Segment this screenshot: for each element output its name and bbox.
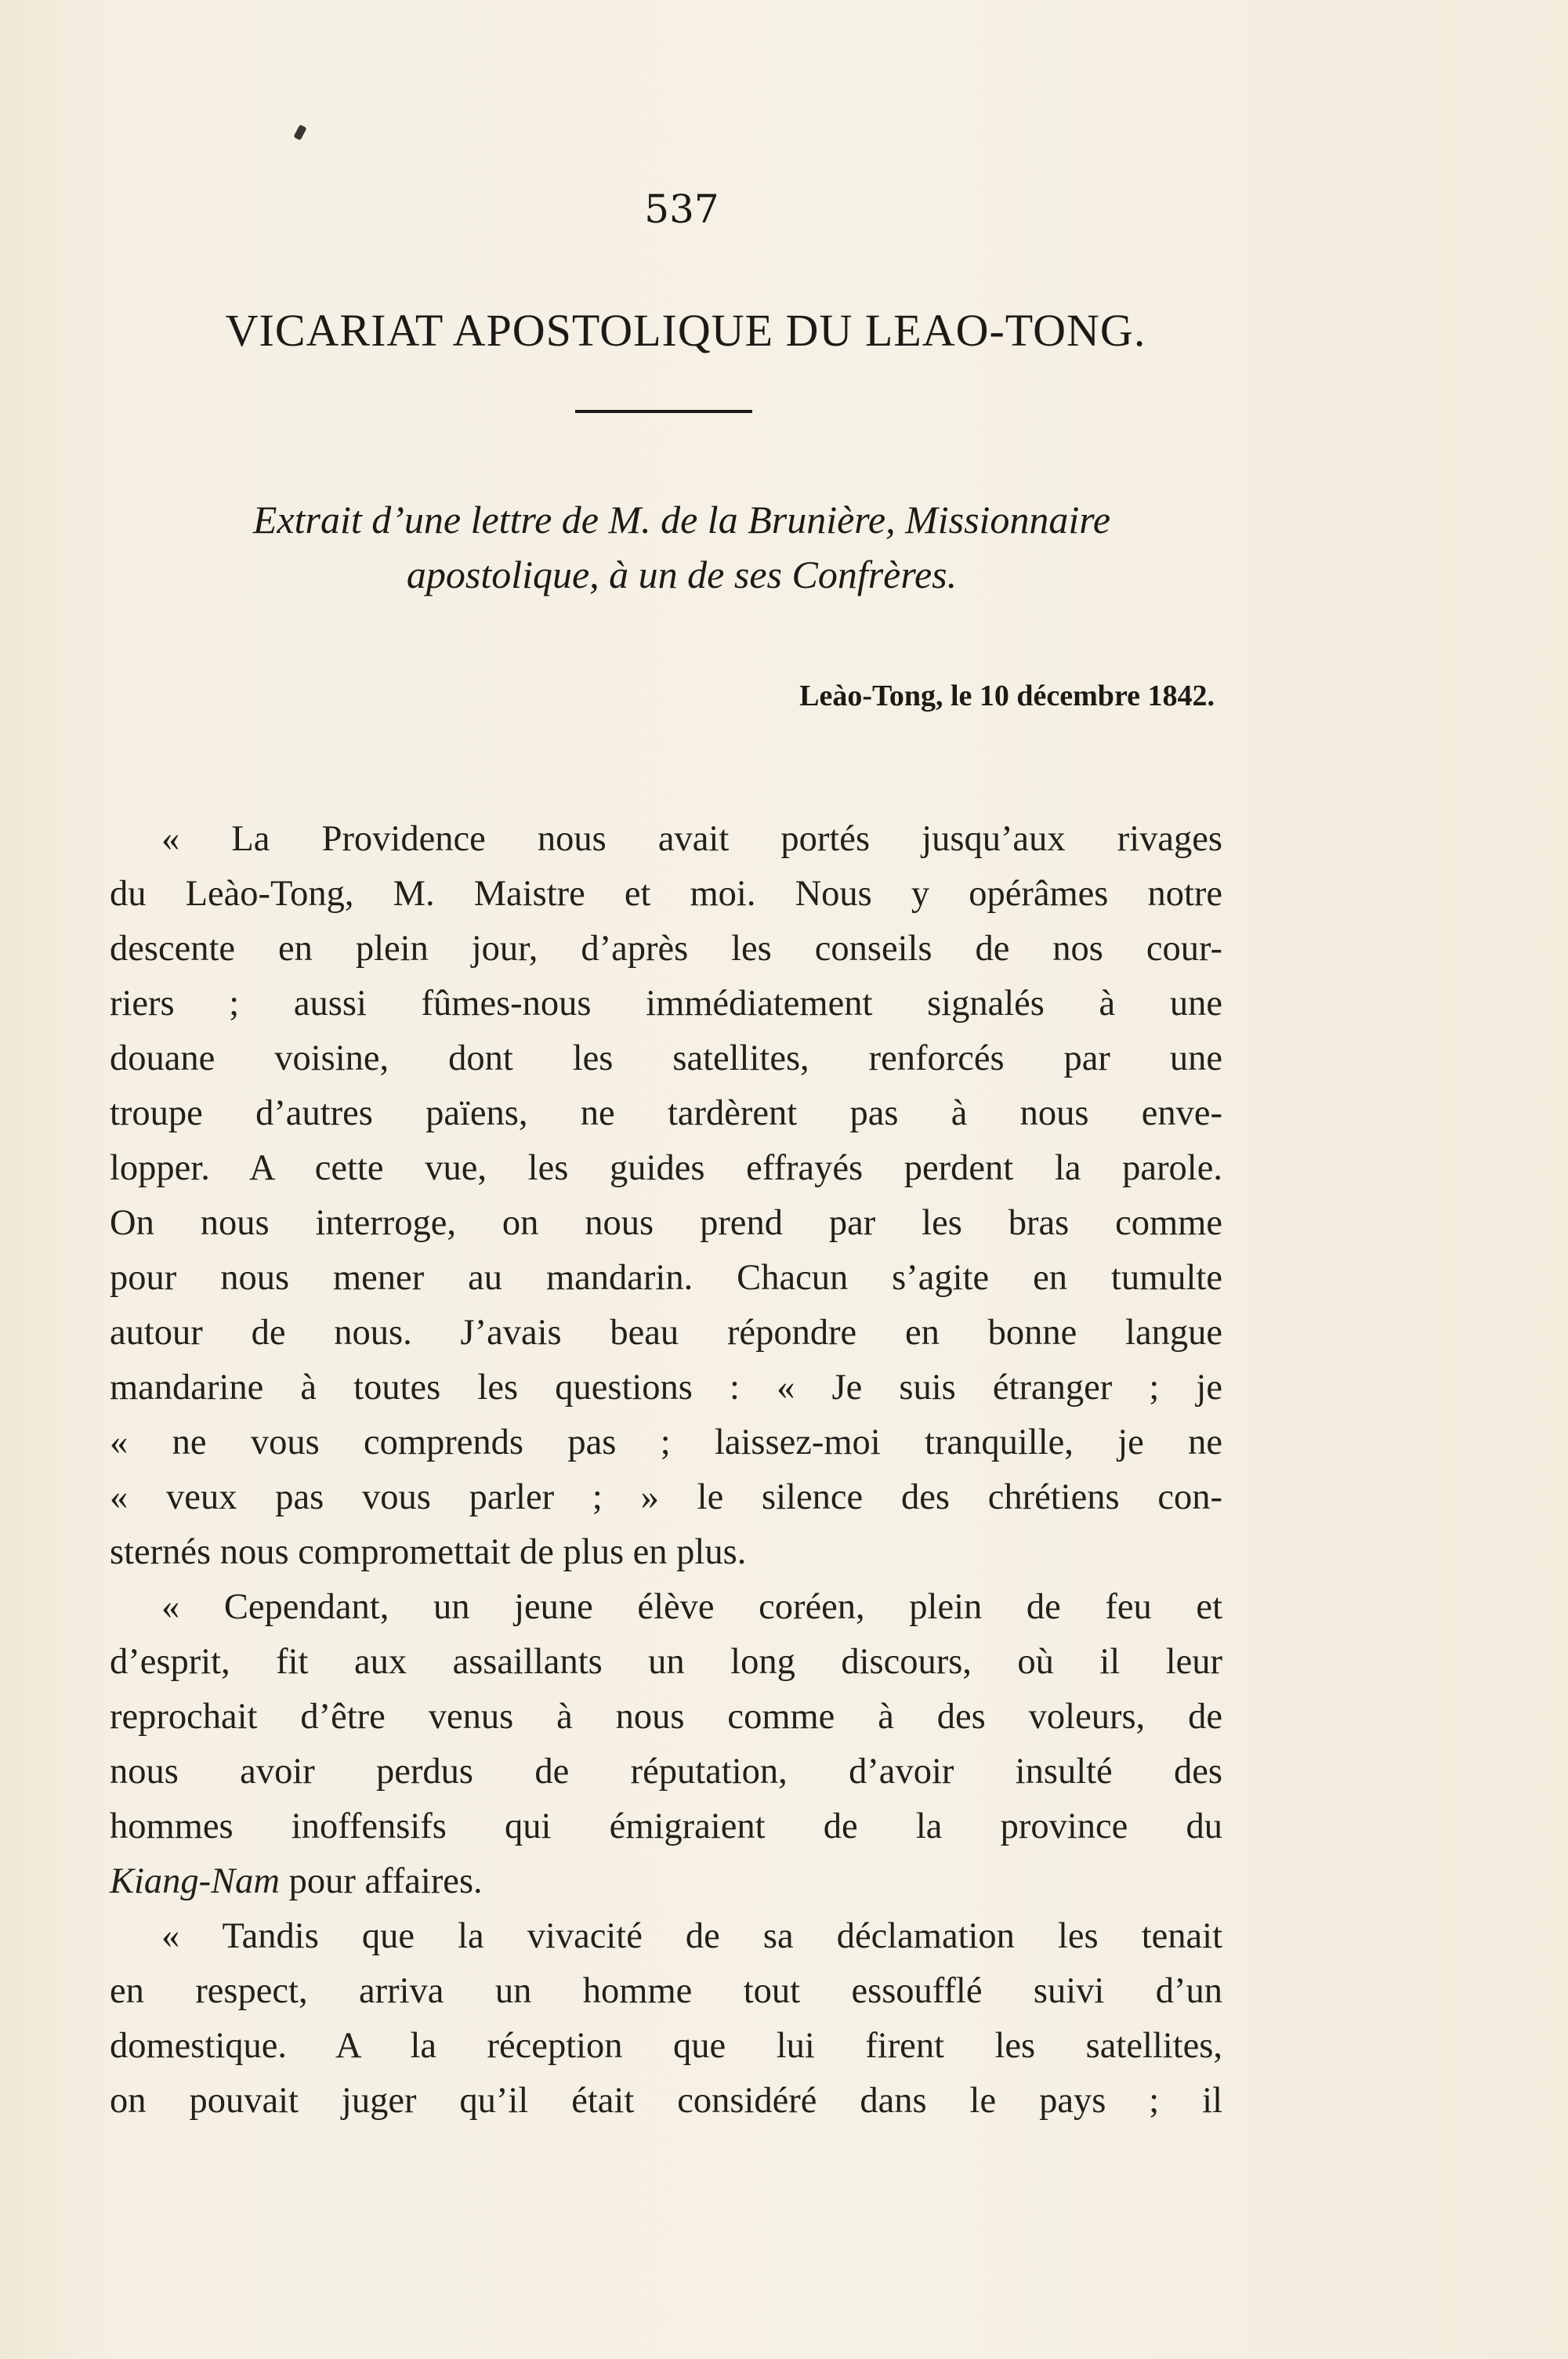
dateline: Leào-Tong, le 10 décembre 1842. <box>799 679 1215 712</box>
section-title: VICARIAT APOSTOLIQUE DU LEAO-TONG. <box>225 305 1146 356</box>
body-line: nous avoir perdus de réputation, d’avoir insulté des <box>110 1752 1222 1792</box>
ink-mark <box>293 125 306 141</box>
body-line: mandarine à toutes les questions : « Je suis étranger ; je <box>110 1368 1222 1408</box>
body-line-tail: pour affaires. <box>288 1861 483 1901</box>
body-line: d’esprit, fit aux assaillants un long discours, où il leur <box>110 1642 1222 1682</box>
body-line: lopper. A cette vue, les guides effrayés perdent la parole. <box>110 1148 1222 1188</box>
letter-subtitle <box>102 492 1262 602</box>
body-line: pour nous mener au mandarin. Chacun s’agite en tumulte <box>110 1258 1222 1298</box>
body-line: descente en plein jour, d’après les conseils de nos cour- <box>110 929 1222 969</box>
body-line: « Tandis que la vivacité de sa déclamation les tenait <box>161 1916 1222 1956</box>
page-number: 537 <box>644 187 719 232</box>
body-line: « Cependant, un jeune élève coréen, plein de feu et <box>161 1587 1222 1627</box>
body-line: autour de nous. J’avais beau répondre en bonne langue <box>110 1313 1222 1353</box>
subtitle-line-2: apostolique, à un de ses Confrères. <box>406 553 958 596</box>
body-line: reprochait d’être venus à nous comme à des voleurs, de <box>110 1697 1222 1737</box>
subtitle-line-1: Extrait d’une lettre de M. de la Brunière, Missionnaire <box>252 498 1111 542</box>
body-line: hommes inoffensifs qui émigraient de la province du <box>110 1806 1222 1846</box>
body-line: du Leào-Tong, M. Maistre et moi. Nous y opérâmes notre <box>110 874 1222 914</box>
body-line: « ne vous comprends pas ; laissez-moi tranquille, je ne <box>110 1422 1222 1462</box>
body-line-with-place <box>110 1854 1222 1909</box>
body-line: « veux pas vous parler ; » le silence des chrétiens con- <box>110 1477 1222 1517</box>
body-line: domestique. A la réception que lui firent les satellites, <box>110 2026 1222 2066</box>
body-line: en respect, arriva un homme tout essoufflé suivi d’un <box>110 1971 1222 2011</box>
place-name: Kiang-Nam <box>110 1861 281 1901</box>
letter-body <box>110 812 1222 2129</box>
body-line: douane voisine, dont les satellites, renforcés par une <box>110 1038 1222 1078</box>
body-line: riers ; aussi fûmes-nous immédiatement signalés à une <box>110 984 1222 1024</box>
title-rule <box>575 410 752 413</box>
body-line: On nous interroge, on nous prend par les bras comme <box>110 1203 1222 1243</box>
body-line: troupe d’autres païens, ne tardèrent pas à nous enve- <box>110 1093 1222 1133</box>
body-line: « La Providence nous avait portés jusqu’aux rivages <box>161 819 1222 859</box>
body-line: on pouvait juger qu’il était considéré dans le pays ; il <box>110 2081 1222 2121</box>
body-line: sternés nous compromettait de plus en plus. <box>110 1532 747 1572</box>
